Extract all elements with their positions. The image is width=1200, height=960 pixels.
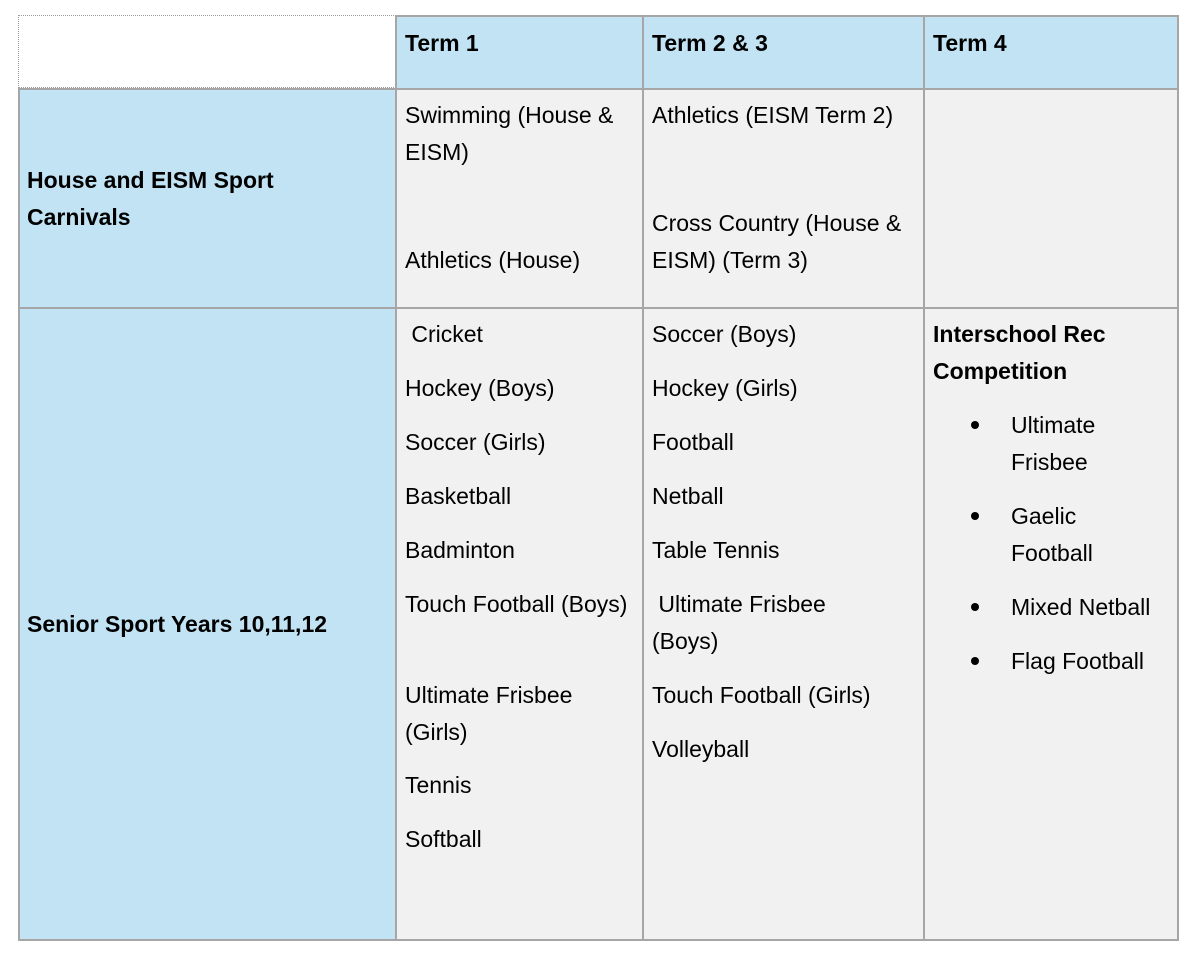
bullet-text: Flag Football — [1011, 648, 1144, 674]
sport-item: Ultimate Frisbee (Girls) — [405, 682, 573, 745]
table-corner-cell — [18, 15, 396, 88]
sport-item: Netball — [652, 483, 724, 509]
bullet-list-item — [933, 643, 1173, 680]
bullet-list-item — [933, 589, 1173, 626]
grid-line — [642, 15, 644, 941]
bullet-text: Gaelic Football — [1011, 503, 1093, 566]
bullet-icon — [971, 603, 979, 611]
grid-line — [18, 939, 1179, 941]
row-header-senior-sport-label: Senior Sport Years 10,11,12 — [27, 610, 328, 637]
header-term-1 — [396, 15, 643, 89]
bullet-list-item — [933, 498, 1173, 571]
bullet-text: Ultimate Frisbee — [1011, 412, 1096, 475]
sport-item: Hockey (Boys) — [405, 375, 555, 401]
bullet-text: Mixed Netball — [1011, 594, 1151, 620]
sport-item: Football — [652, 429, 734, 455]
cell-carnivals-term-1 — [396, 89, 643, 308]
cell-senior-term-1 — [396, 308, 643, 940]
carnival-item: Cross Country (House & EISM) (Term 3) — [652, 210, 902, 273]
carnival-item: Athletics (House) — [405, 247, 581, 273]
row-header-senior-sport — [18, 308, 396, 940]
bullet-icon — [971, 657, 979, 665]
carnival-item: Swimming (House & EISM) — [405, 102, 614, 165]
grid-line — [18, 88, 20, 941]
sport-item: Soccer (Girls) — [405, 429, 546, 455]
sport-item: Hockey (Girls) — [652, 375, 798, 401]
cell-senior-term-4 — [924, 308, 1179, 940]
header-term-2-3 — [643, 15, 924, 89]
cell-carnivals-term-2-3 — [643, 89, 924, 308]
grid-line — [395, 15, 1179, 17]
cell-carnivals-term-4 — [924, 89, 1179, 308]
sport-item: Soccer (Boys) — [652, 321, 797, 347]
grid-line — [18, 88, 1179, 90]
grid-line — [18, 307, 1179, 309]
grid-line — [923, 15, 925, 941]
sport-item: Ultimate Frisbee (Boys) — [652, 591, 833, 654]
sport-item: Cricket — [405, 321, 483, 347]
interschool-heading: Interschool Rec Competition — [933, 321, 1106, 384]
grid-line — [1177, 15, 1179, 941]
header-term-4-label: Term 4 — [933, 30, 1007, 56]
sport-item: Tennis — [405, 772, 472, 798]
sport-item: Touch Football (Girls) — [652, 682, 871, 708]
row-header-carnivals-label: House and EISM Sport Carnivals — [27, 167, 274, 230]
cell-senior-term-2-3 — [643, 308, 924, 940]
header-term-4 — [924, 15, 1179, 89]
bullet-icon — [971, 421, 979, 429]
sport-item: Table Tennis — [652, 537, 780, 563]
sport-item: Basketball — [405, 483, 512, 509]
header-term-2-3-label: Term 2 & 3 — [652, 30, 768, 56]
bullet-list-item — [933, 407, 1173, 480]
header-term-1-label: Term 1 — [405, 30, 479, 56]
sport-item: Softball — [405, 826, 482, 852]
grid-line — [395, 15, 397, 941]
row-header-carnivals — [18, 89, 396, 308]
carnival-item: Athletics (EISM Term 2) — [652, 102, 894, 128]
sport-item: Badminton — [405, 537, 515, 563]
sport-item: Volleyball — [652, 736, 750, 762]
bullet-icon — [971, 512, 979, 520]
sport-item: Touch Football (Boys) — [405, 591, 628, 617]
